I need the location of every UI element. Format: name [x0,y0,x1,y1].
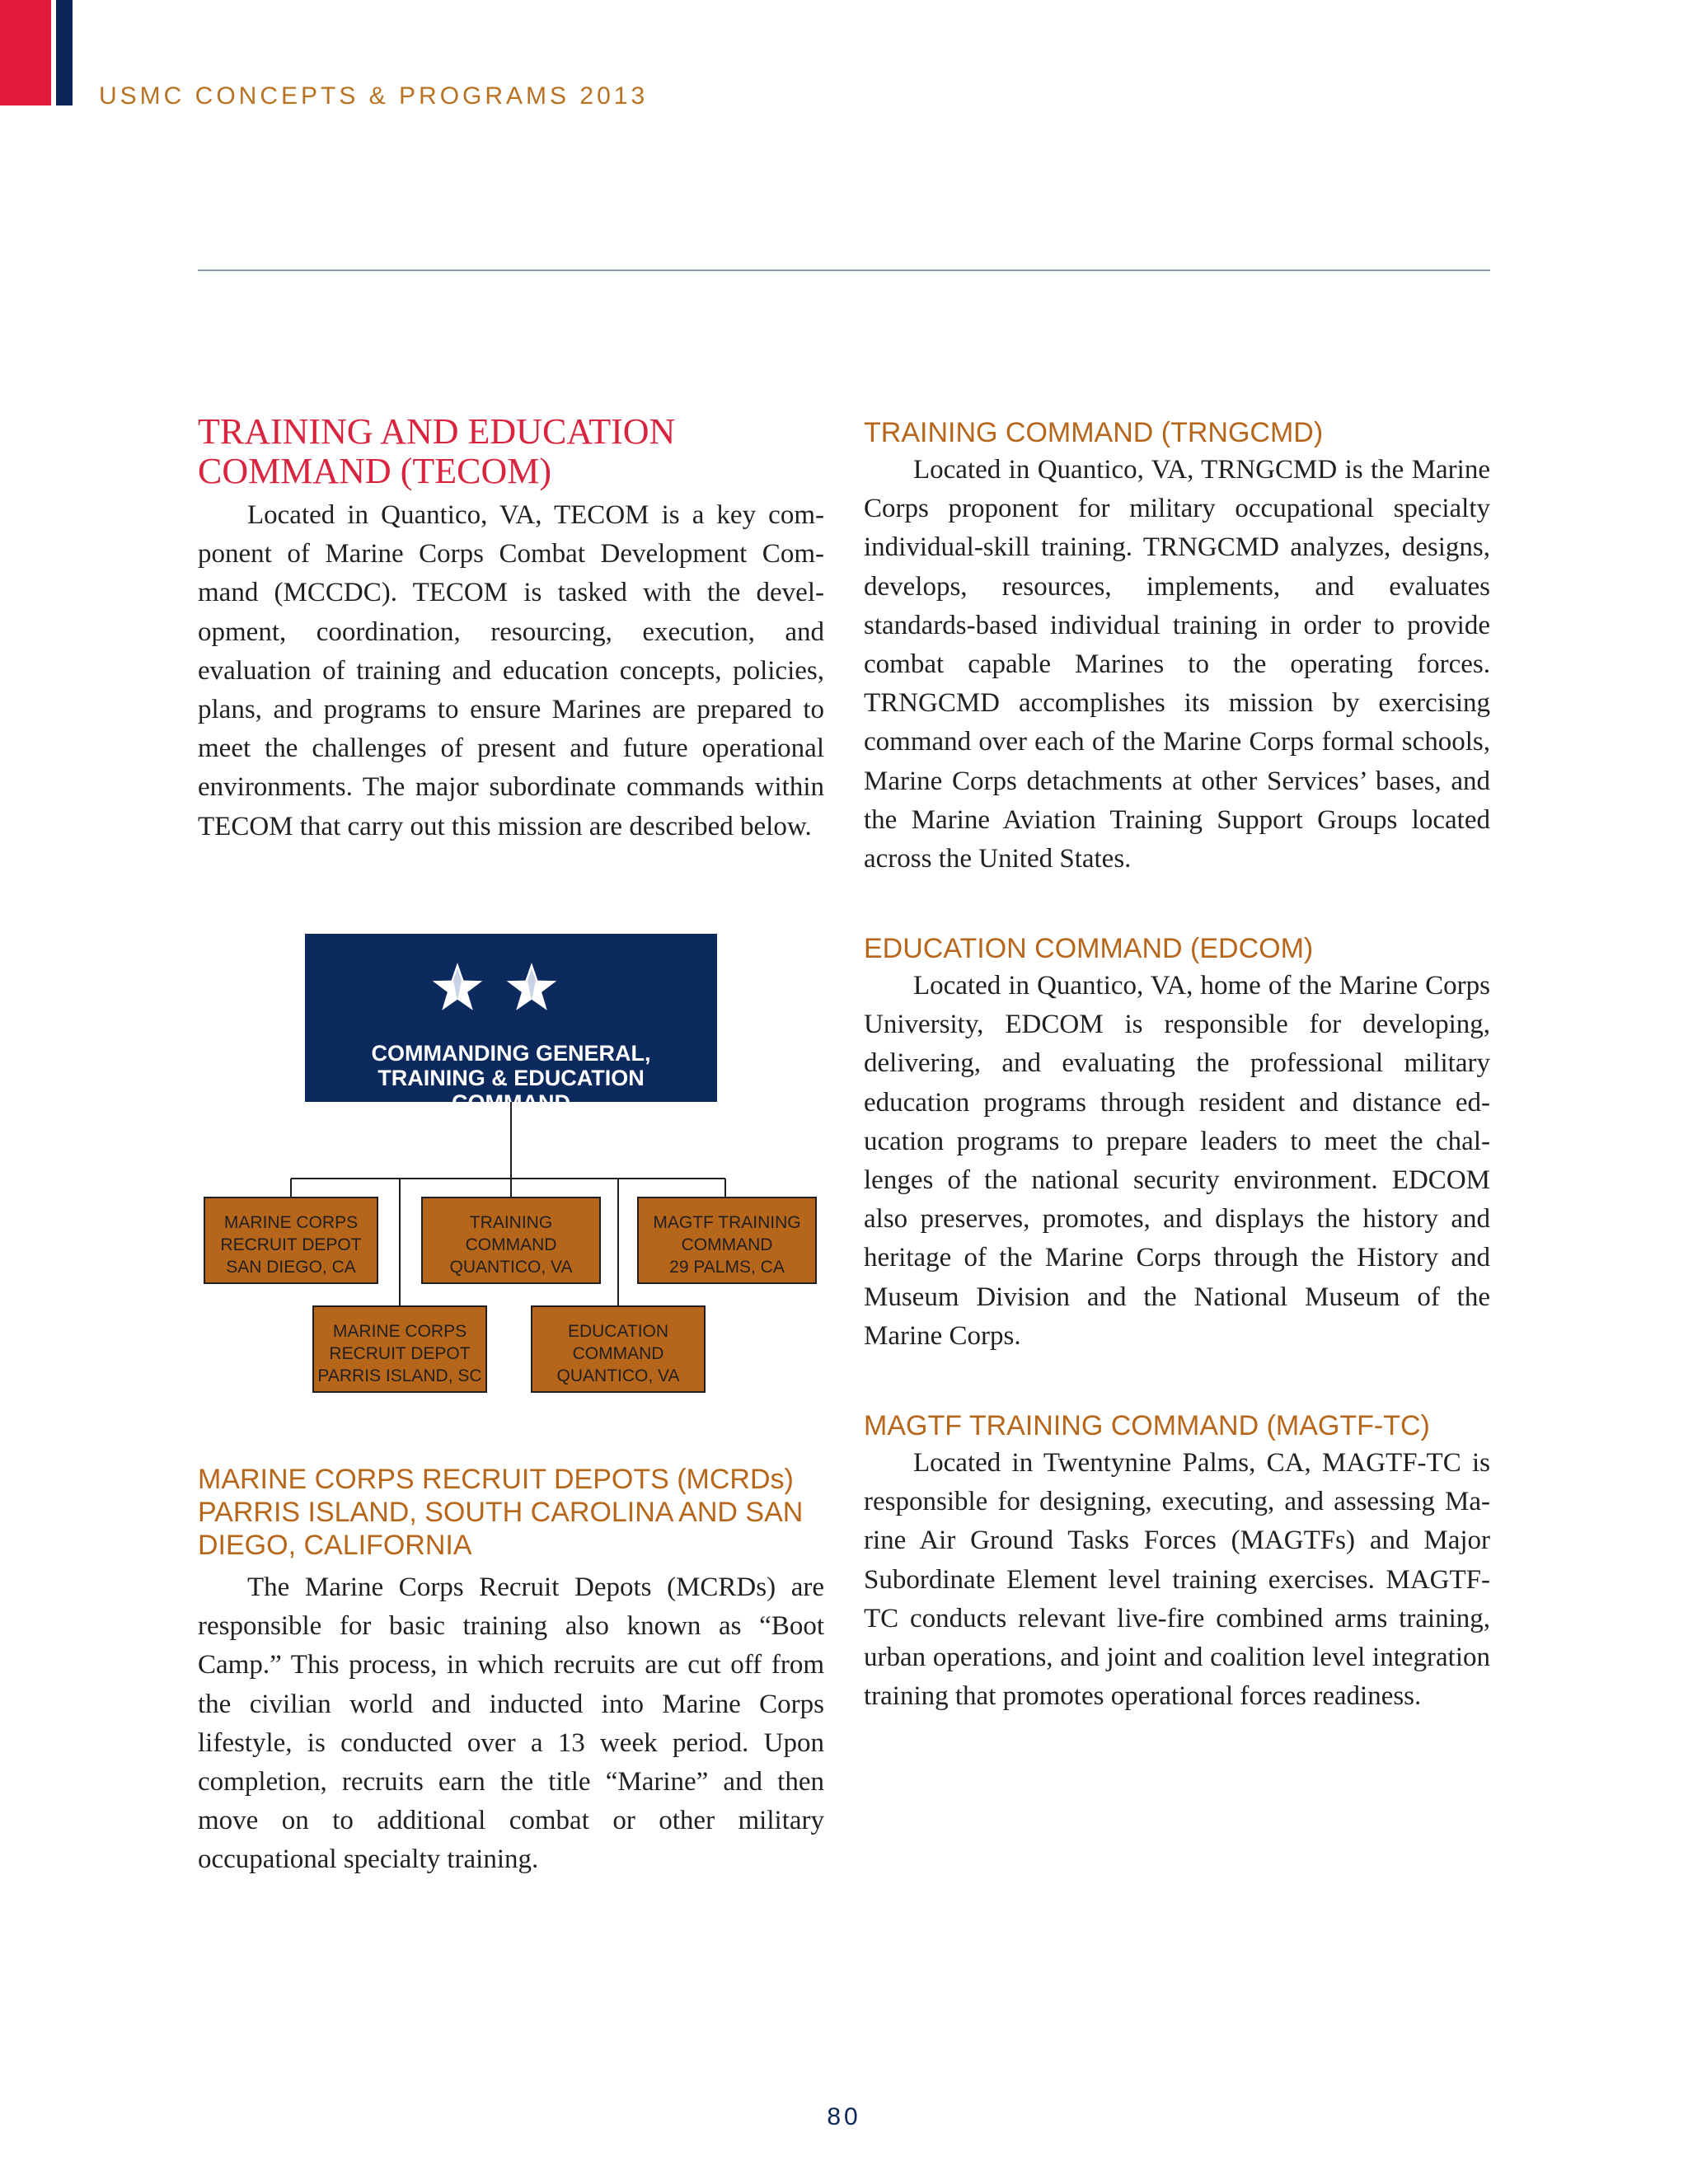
org-box-mcrd-san-diego [204,1197,377,1283]
org-box-line: TRAINING [469,1213,553,1232]
mcrd-body: The Marine Corps Recruit Depots (MCRDs) are responsible for basic training also known as “Boot Camp.” This process, in which recruits are cut off from the civilian world and inducted into Marine Corps lifestyle, is conducted over a 13 week period. Upon completion, recruits earn the title “Marine” and then move on to additional combat or other military occupational specialty training. [198,1572,824,1875]
org-chart [198,927,824,1397]
org-box-line: EDUCATION [567,1322,669,1341]
org-box-line: RECRUIT DEPOT [220,1235,362,1254]
tecom-section [198,412,824,846]
org-box-line: 29 PALMS, CA [669,1258,785,1277]
org-box-line: COMMAND [465,1235,557,1254]
org-box-education-command [532,1306,705,1392]
org-box-line: PARRIS ISLAND, SC [317,1366,482,1385]
page-number: 80 [827,2103,861,2130]
org-top-line1: COMMANDING GENERAL, [371,1041,651,1066]
org-box-mcrd-parris-island [313,1306,486,1392]
org-box-training-command [422,1197,600,1283]
org-box-magtf-training-command [638,1197,816,1283]
org-box-line: MARINE CORPS [332,1322,467,1341]
org-box-line: RECRUIT DEPOT [329,1344,471,1363]
org-top-line2: TRAINING & EDUCATION [377,1066,645,1090]
org-box-line: QUANTICO, VA [556,1366,680,1385]
tecom-body: Located in Quantico, VA, TECOM is a key component of Marine Corps Combat Development Command (MCCDC). TECOM is tasked with the development, coordination, resourcing, execution, and evaluation of training and education concepts, policies, plans, and programs to ensure Marines are prepared to meet the challenges of present and future operational environments. The major subordinate commands within TECOM that carry out this mission are described below. [198,500,824,841]
trngcmd-section [864,416,1490,879]
trngcmd-body: Located in Quantico, VA, TRNGCMD is the Marine Corps proponent for military occupational specialty individual-skill training. TRNGCMD analyzes, designs, develops, resources, implements, and evaluates standards-based individual training in order to provide combat capable Marines to the operating forces. TRNGCMD accomplishes its mission by exercising command over each of the Marine Corps formal schools, Marine Corps detachments at other Services’ bases, and the Marine Aviation Training Support Groups located across the United States. [864,455,1490,874]
mcrd-section [198,1463,824,1880]
edcom-title: EDUCATION COMMAND (EDCOM) [864,933,1314,964]
mcrd-title: MARINE CORPS RECRUIT DEPOTS (MCRDs) PARRIS ISLAND, SOUTH CAROLINA AND SAN DIEGO, CALIFORNIA [198,1464,804,1561]
org-box-line: MARINE CORPS [223,1213,359,1232]
trngcmd-title: TRAINING COMMAND (TRNGCMD) [864,417,1324,448]
org-top-line3: COMMAND [452,1090,570,1115]
header-rule [198,269,1490,271]
org-box-line: COMMAND [572,1344,664,1363]
magtftc-title: MAGTF TRAINING COMMAND (MAGTF-TC) [864,1410,1430,1441]
org-box-line: MAGTF TRAINING [653,1213,801,1232]
header-accent-red [0,0,51,105]
tecom-title: TRAINING AND EDUCATION COMMAND (TECOM) [198,411,676,491]
running-header: USMC CONCEPTS & PROGRAMS 2013 [99,82,649,110]
org-box-line: SAN DIEGO, CA [226,1258,356,1277]
edcom-section [864,932,1490,1356]
edcom-body: Located in Quantico, VA, home of the Marine Corps University, EDCOM is responsible for developing, delivering, and evaluating the professional military education programs through resident and distance education programs to prepare leaders to meet the challenges of the national security environment. EDCOM also preserves, promotes, and displays the history and heritage of the Marine Corps through the History and Museum Division and the National Museum of the Marine Corps. [864,971,1490,1351]
org-box-line: COMMAND [681,1235,773,1254]
magtftc-section [864,1409,1490,1716]
header-accent-navy [56,0,73,105]
magtftc-body: Located in Twentynine Palms, CA, MAGTF-TC is responsible for designing, executing, and assessing Marine Air Ground Tasks Forces (MAGTFs) and Major Subordinate Element level training exercises. MAGTF-TC conducts relevant live-fire combined arms training, urban operations, and joint and coalition level integration training that promotes operational forces readiness. [864,1448,1490,1712]
org-box-line: QUANTICO, VA [449,1258,573,1277]
